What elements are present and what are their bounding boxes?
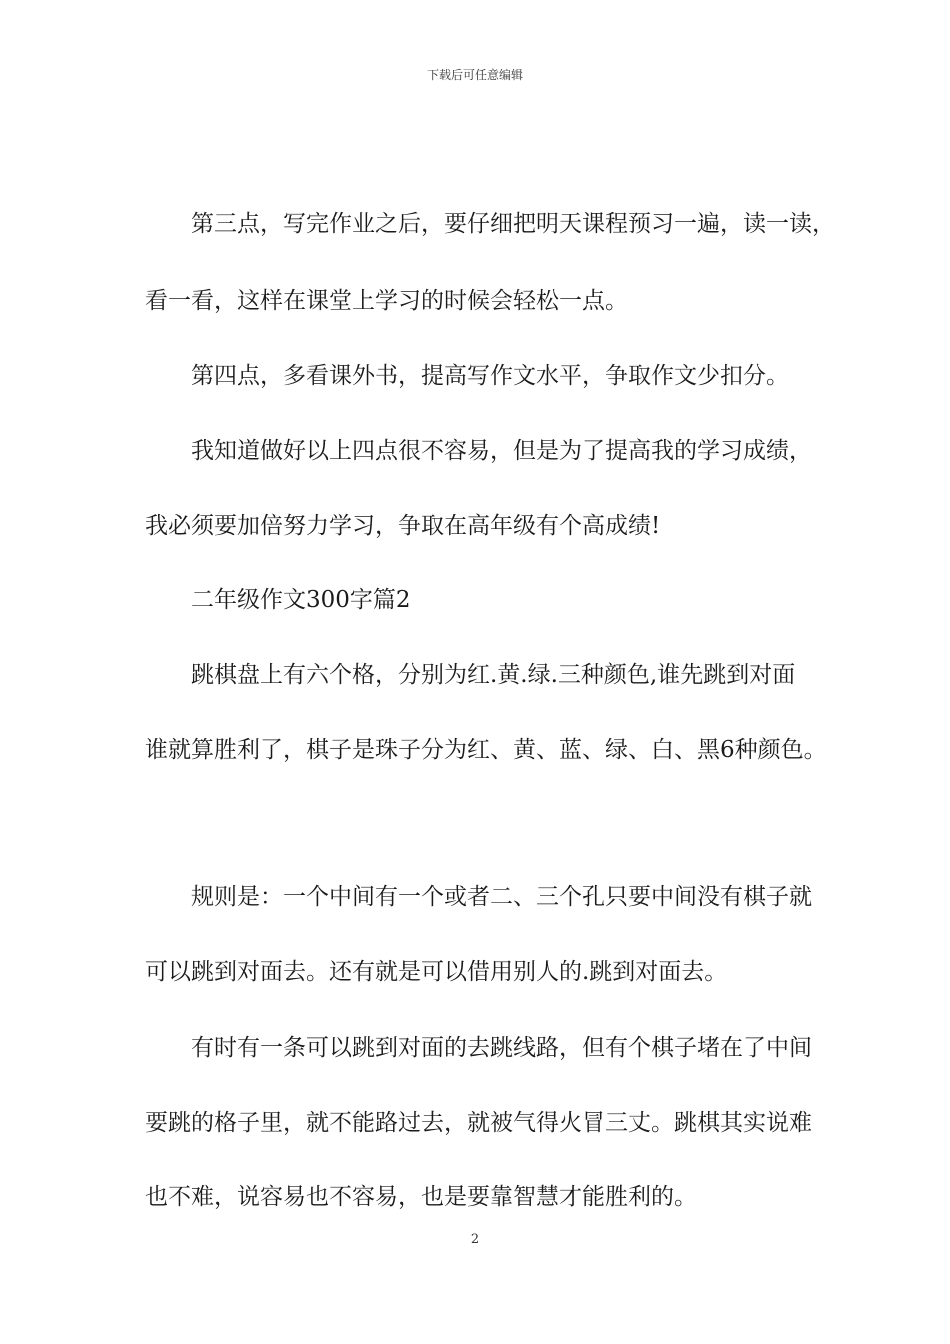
text-line: 第三点，写完作业之后，要仔细把明天课程预习一遍，读一读， bbox=[145, 211, 835, 237]
text-line: 我知道做好以上四点很不容易，但是为了提高我的学习成绩， bbox=[145, 438, 812, 464]
text-line: 有时有一条可以跳到对面的去跳线路，但有个棋子堵在了中间 bbox=[145, 1035, 812, 1061]
text-line: 谁就算胜利了，棋子是珠子分为红、黄、蓝、绿、白、黑6种颜色。 bbox=[145, 737, 827, 763]
text-line: 看一看，这样在课堂上学习的时候会轻松一点。 bbox=[145, 288, 628, 314]
text-line: 跳棋盘上有六个格，分别为红.黄.绿.三种颜色,谁先跳到对面 bbox=[145, 662, 796, 688]
text-line: 我必须要加倍努力学习，争取在高年级有个高成绩! bbox=[145, 513, 661, 539]
text-line: 第四点，多看课外书，提高写作文水平，争取作文少扣分。 bbox=[145, 363, 789, 389]
section-heading: 二年级作文300字篇2 bbox=[145, 587, 411, 613]
page-header: 下载后可任意编辑 bbox=[426, 68, 523, 82]
page-number: 2 bbox=[470, 1232, 480, 1247]
text-line: 也不难，说容易也不容易，也是要靠智慧才能胜利的。 bbox=[145, 1184, 697, 1210]
text-line: 可以跳到对面去。还有就是可以借用别人的.跳到对面去。 bbox=[145, 959, 728, 985]
text-line: 规则是：一个中间有一个或者二、三个孔只要中间没有棋子就 bbox=[145, 884, 812, 910]
text-line: 要跳的格子里，就不能路过去，就被气得火冒三丈。跳棋其实说难 bbox=[145, 1110, 812, 1136]
